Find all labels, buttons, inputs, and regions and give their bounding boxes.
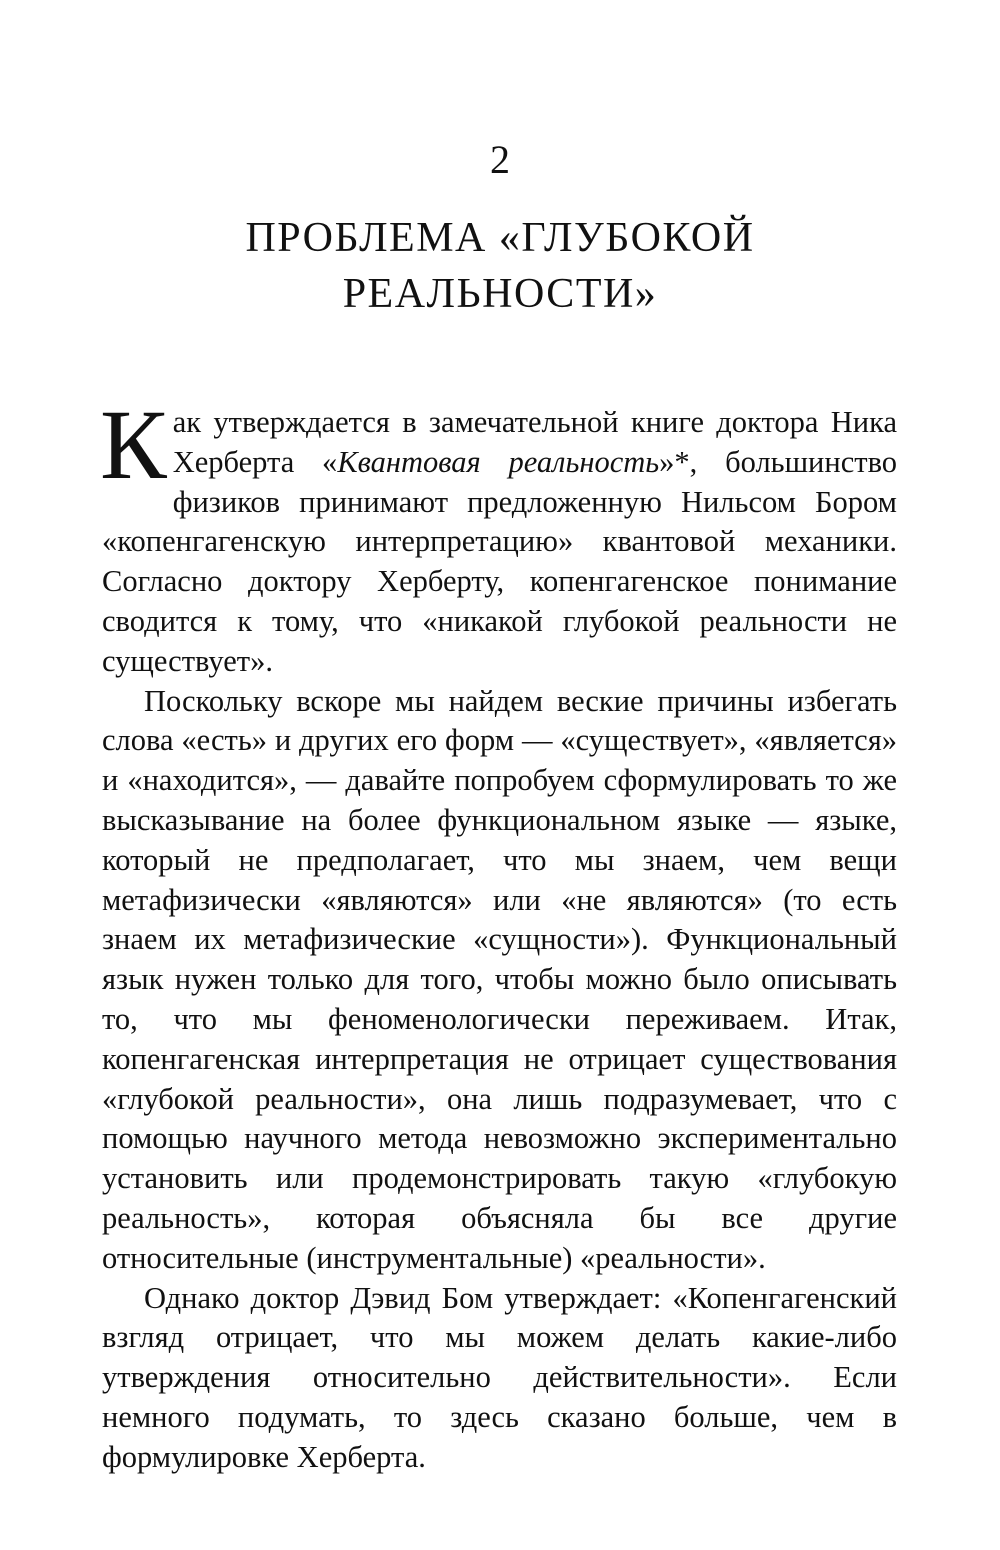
paragraph-3: Однако доктор Дэвид Бом утверждает: «Копенгагенский взгляд отрицает, что мы можем делать какие-либо утверждения относительно действительности». Если немного подумать, то здесь сказано больше, чем в формулировке Херберта. bbox=[102, 1280, 897, 1474]
paragraph-1 bbox=[100, 389, 898, 682]
drop-cap: К bbox=[100, 389, 167, 500]
chapter-title-line-2: РЕАЛЬНОСТИ» bbox=[342, 271, 658, 317]
chapter-title bbox=[150, 210, 850, 322]
book-title: Квантовая реальность bbox=[337, 444, 660, 479]
paragraph-1-part-2: »*, большинство физиков принимают предложенную Нильсом Бором «копенгагенскую интерпретацию» квантовой механики. Согласно доктору Херберту, копенгагенское понимание сводится к тому, что «никакой глубокой реальности не существует». bbox=[102, 444, 898, 678]
chapter-number: 2 bbox=[490, 137, 510, 182]
body-text bbox=[100, 389, 898, 1478]
paragraph-1-part-1: ак утверждается в замечательной книге доктора Ника Херберта « bbox=[172, 405, 897, 479]
chapter-title-line-1: ПРОБЛЕМА «ГЛУБОКОЙ bbox=[245, 215, 755, 261]
paragraph-2: Поскольку вскоре мы найдем веские причины избегать слова «есть» и других его форм — «существует», «является» и «находится», — давайте попробуем сформулировать то же высказывание на более функциональном языке — языке, который не предполагает, что мы знаем, чем вещи метафизически «являются» или «не являются» (то есть знаем их метафизические «сущности»). Функциональный язык нужен только для того, чтобы можно было описывать то, что мы феноменологически переживаем. Итак, копенгагенская интерпретация не отрицает существования «глубокой реальности», она лишь подразумевает, что с помощью научного метода невозможно экспериментально установить или продемонстрировать такую «глубокую реальность», которая объясняла бы все другие относительные (инструментальные) «реальности». bbox=[102, 683, 897, 1275]
